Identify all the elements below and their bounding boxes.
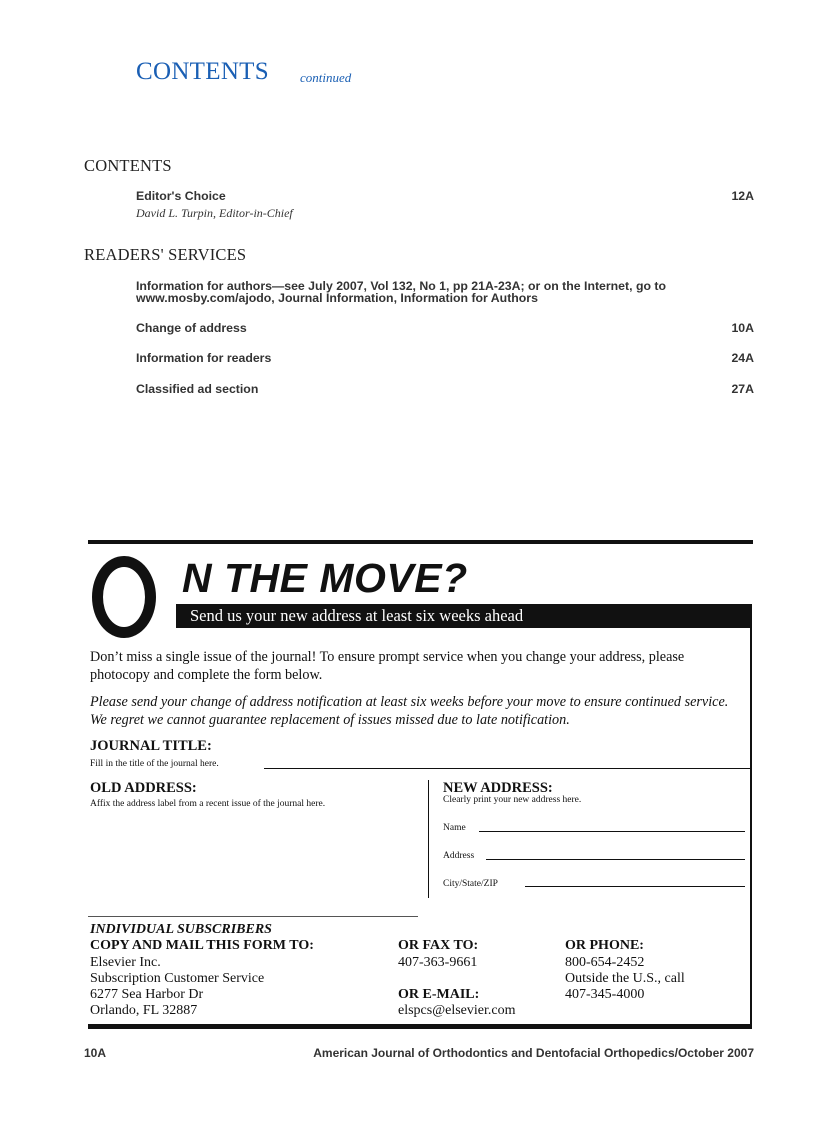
ad-notice-paragraph: Please send your change of address notification at least six weeks before your move to ensure continued service. We regret we cannot guarantee replacement of issues missed due to late notification.	[90, 694, 729, 728]
phone-note: Outside the U.S., call	[565, 971, 685, 986]
info-line-2[interactable]: www.mosby.com/ajodo, Journal Information, Information for Authors	[136, 291, 538, 305]
ad-box-right-border	[750, 604, 752, 1028]
address-field-label: Address	[443, 851, 475, 861]
section-heading-contents: CONTENTS	[84, 156, 172, 175]
toc-page-number: 27A	[731, 382, 754, 396]
city-state-zip-field-label: City/State/ZIP	[443, 879, 498, 889]
toc-page-number: 10A	[731, 321, 754, 335]
section-heading-readers-services: READERS' SERVICES	[84, 245, 247, 264]
fax-label: OR FAX TO:	[398, 938, 479, 953]
new-address-label: NEW ADDRESS:	[443, 780, 553, 796]
info-line-1: Information for authors—see July 2007, Vol 132, No 1, pp 21A-23A; or on the Internet, go to	[136, 279, 666, 293]
toc-page-number: 12A	[731, 189, 754, 203]
name-field[interactable]	[479, 831, 745, 832]
toc-entry-classified-ad[interactable]: Classified ad section	[136, 382, 259, 396]
toc-entry-information-for-readers[interactable]: Information for readers	[136, 351, 272, 365]
ad-banner-text: Send us your new address at least six weeks ahead	[190, 606, 524, 625]
email-address[interactable]: elspcs@elsevier.com	[398, 1003, 516, 1018]
phone-number: 800-654-2452	[565, 955, 645, 970]
new-address-hint: Clearly print your new address here.	[443, 795, 582, 805]
city-state-zip-field[interactable]	[525, 886, 745, 887]
old-address-hint: Affix the address label from a recent issue of the journal here.	[90, 799, 326, 809]
email-label: OR E-MAIL:	[398, 987, 480, 1002]
info-for-authors	[136, 280, 736, 304]
address-field[interactable]	[486, 859, 745, 860]
name-field-label: Name	[443, 823, 466, 833]
mail-section-rule	[88, 916, 418, 917]
mail-address-line: Orlando, FL 32887	[90, 1003, 198, 1018]
footer-page-number: 10A	[84, 1046, 107, 1060]
toc-page-number: 24A	[731, 351, 754, 365]
footer-journal-name: American Journal of Orthodontics and Dentofacial Orthopedics/October 2007	[313, 1046, 754, 1060]
fax-number: 407-363-9661	[398, 955, 478, 970]
address-divider	[428, 780, 429, 898]
individual-subscribers-label: INDIVIDUAL SUBSCRIBERS	[90, 922, 272, 937]
old-address-label: OLD ADDRESS:	[90, 780, 197, 796]
journal-title-hint: Fill in the title of the journal here.	[90, 759, 219, 769]
ad-bottom-rule	[88, 1024, 752, 1029]
phone-label: OR PHONE:	[565, 938, 644, 953]
continued-label: continued	[300, 70, 352, 85]
ad-top-rule	[88, 540, 753, 544]
mail-address-line: 6277 Sea Harbor Dr	[90, 987, 204, 1002]
mail-address-line: Elsevier Inc.	[90, 955, 161, 970]
big-o-letter-icon	[92, 556, 156, 638]
toc-entry-author: David L. Turpin, Editor-in-Chief	[136, 206, 293, 220]
ad-intro-paragraph: Don’t miss a single issue of the journal! To ensure prompt service when you change your address, please photocopy and complete the form below.	[90, 649, 685, 683]
mail-address-line: Subscription Customer Service	[90, 971, 265, 986]
phone-number-international: 407-345-4000	[565, 987, 645, 1002]
page-title: CONTENTS	[136, 58, 269, 85]
journal-title-label: JOURNAL TITLE:	[90, 738, 212, 754]
journal-title-field[interactable]	[264, 768, 752, 769]
on-the-move-title: N THE MOVE?	[182, 555, 468, 601]
mail-form-label: COPY AND MAIL THIS FORM TO:	[90, 938, 314, 953]
toc-entry-editors-choice[interactable]: Editor's Choice	[136, 189, 226, 203]
toc-entry-change-of-address[interactable]: Change of address	[136, 321, 247, 335]
